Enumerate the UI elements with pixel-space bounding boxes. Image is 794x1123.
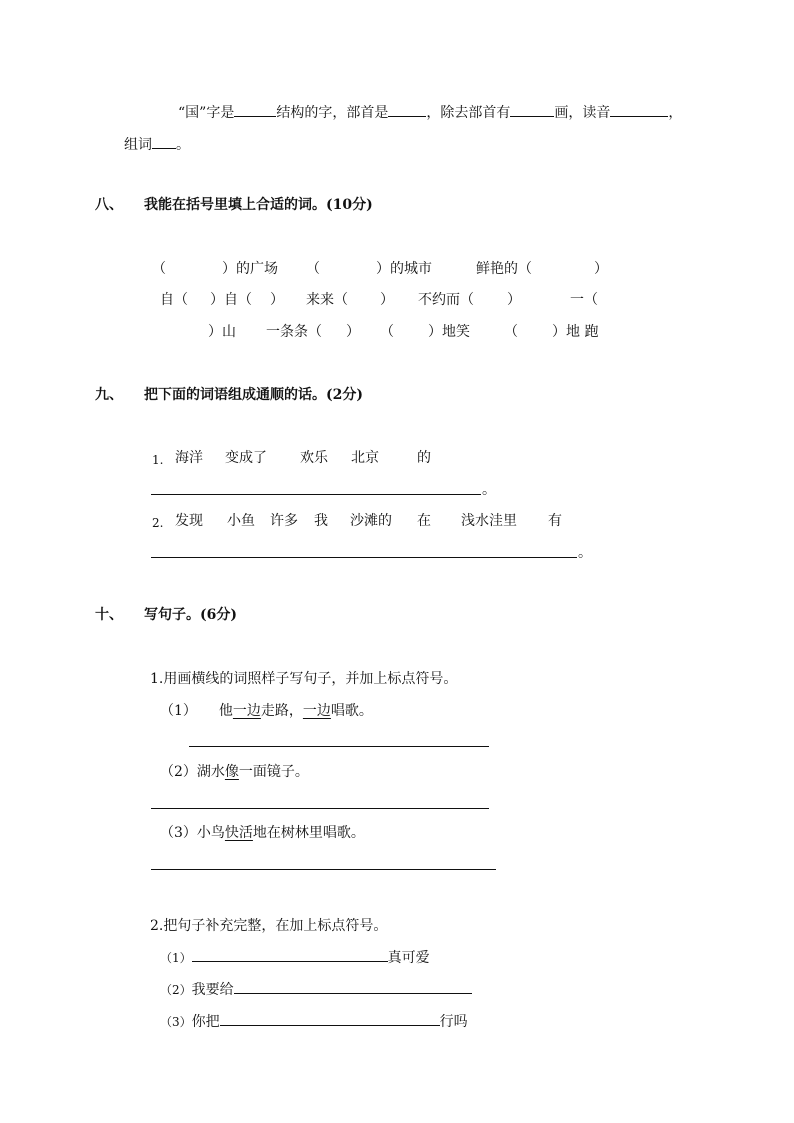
section-10-number: 十、 <box>95 607 123 623</box>
p1-item-1-pre: 他 <box>218 703 233 719</box>
q2-word-6: 在 <box>417 513 431 529</box>
q2-end-mark: 。 <box>578 545 592 561</box>
s8-r2-g: ） <box>507 292 521 308</box>
blank-strokes[interactable] <box>510 102 554 117</box>
p1-item-3-pre: 小鸟 <box>196 825 225 841</box>
section-9-number: 九、 <box>95 387 123 403</box>
q1-end-mark: 。 <box>482 482 496 498</box>
blank-word[interactable] <box>152 134 176 149</box>
section-10-title: 写句子。(6分) <box>144 607 237 623</box>
p2-item-1-post: 真可爱 <box>387 950 430 966</box>
s8-r1-f: ） <box>594 261 608 277</box>
p1-item-2-pre: 湖水 <box>196 764 225 780</box>
q2-number: 2. <box>152 516 164 530</box>
s8-r3-d: （ <box>380 324 394 340</box>
s8-r2-a: 自（ <box>160 292 188 308</box>
p1-item-1-underline-2: 一边 <box>302 703 331 719</box>
p1-item-1-post: 唱歌。 <box>330 703 373 719</box>
s8-r2-h: 一（ <box>570 292 598 308</box>
p1-item-1 <box>160 702 373 720</box>
s8-r2-c: ） <box>270 292 284 308</box>
p2-item-1-blank[interactable] <box>192 947 388 962</box>
intro-text-7: 。 <box>176 137 190 153</box>
p1-item-2-number: （2） <box>160 764 197 780</box>
intro-text-4: 画，读音 <box>554 105 611 121</box>
q1-word-2: 变成了 <box>225 450 267 466</box>
q1-word-3: 欢乐 <box>300 450 328 466</box>
p1-item-2 <box>160 763 309 781</box>
p1-item-3-number: （3） <box>160 825 197 841</box>
q1-answer-line[interactable] <box>151 494 481 495</box>
p2-item-3-post: 行吗 <box>439 1014 468 1030</box>
intro-line-2 <box>124 134 190 154</box>
p1-item-2-answer-line[interactable] <box>151 808 489 809</box>
s8-r2-e: ） <box>380 292 394 308</box>
q2-word-3: 许多 <box>270 513 298 529</box>
intro-text-6: 组词 <box>124 137 152 153</box>
p1-item-1-number: （1） <box>160 703 197 719</box>
q1-number: 1. <box>152 453 164 467</box>
s8-r1-e: 鲜艳的（ <box>476 261 532 277</box>
blank-pinyin[interactable] <box>610 102 668 117</box>
p2-item-2-number: （2） <box>160 983 192 997</box>
p2-item-2 <box>160 979 472 999</box>
p1-item-1-underline-1: 一边 <box>232 703 261 719</box>
q1-word-1: 海洋 <box>175 450 203 466</box>
p2-item-3-blank[interactable] <box>220 1011 440 1026</box>
p1-item-3 <box>160 824 365 842</box>
intro-text-1: “国”字是 <box>178 105 235 121</box>
s8-r3-a: ）山 <box>208 324 236 340</box>
p2-item-1-number: （1） <box>160 951 192 965</box>
blank-radical[interactable] <box>388 102 426 117</box>
s8-r1-a: （ <box>152 261 166 277</box>
p1-item-1-mid: 走路， <box>260 703 303 719</box>
q2-word-2: 小鱼 <box>227 513 255 529</box>
q2-word-1: 发现 <box>175 513 203 529</box>
p1-item-2-post: 一面镜子。 <box>238 764 309 780</box>
q2-word-4: 我 <box>314 513 328 529</box>
q2-word-5: 沙滩的 <box>350 513 392 529</box>
p1-item-1-answer-line[interactable] <box>189 746 489 747</box>
q1-word-4: 北京 <box>351 450 379 466</box>
s8-r3-e: ）地笑 <box>428 324 470 340</box>
intro-text-2: 结构的字，部首是 <box>276 105 389 121</box>
p1-item-2-underline: 像 <box>224 764 239 780</box>
q2-word-8: 有 <box>548 513 562 529</box>
q2-answer-line[interactable] <box>151 557 577 558</box>
section-8-title: 我能在括号里填上合适的词。(10分) <box>144 197 373 213</box>
p2-item-3 <box>160 1011 468 1031</box>
intro-line-1 <box>178 102 682 122</box>
s8-r1-b: ）的广场 <box>222 261 278 277</box>
s8-r2-d: 来来（ <box>306 292 348 308</box>
s8-r3-g: ）地 跑 <box>552 324 599 340</box>
p2-item-3-number: （3） <box>160 1015 192 1029</box>
p1-item-3-answer-line[interactable] <box>151 869 496 870</box>
s8-r3-b: 一条条（ <box>266 324 322 340</box>
p1-item-3-underline: 快活 <box>224 825 253 841</box>
q1-word-5: 的 <box>417 450 431 466</box>
intro-text-3: ，除去部首有 <box>426 105 511 121</box>
p2-item-2-blank[interactable] <box>234 979 472 994</box>
s8-r2-f: 不约而（ <box>418 292 474 308</box>
p1-item-3-post: 地在树林里唱歌。 <box>252 825 365 841</box>
part-2-instruction: 2.把句子补充完整，在加上标点符号。 <box>150 918 388 934</box>
s8-r3-f: （ <box>504 324 518 340</box>
p2-item-2-pre: 我要给 <box>191 982 234 998</box>
blank-structure[interactable] <box>234 102 276 117</box>
s8-r3-c: ） <box>346 324 360 340</box>
s8-r2-b: ）自（ <box>210 292 252 308</box>
s8-r1-d: ）的城市 <box>376 261 432 277</box>
part-1-instruction: 1.用画横线的词照样子写句子，并加上标点符号。 <box>150 671 458 687</box>
q2-word-7: 浅水洼里 <box>461 513 517 529</box>
section-8-number: 八、 <box>95 197 123 213</box>
p2-item-3-pre: 你把 <box>191 1014 220 1030</box>
section-9-title: 把下面的词语组成通顺的话。(2分) <box>144 387 363 403</box>
s8-r1-c: （ <box>306 261 320 277</box>
intro-text-5: ， <box>668 105 683 121</box>
p2-item-1 <box>160 947 430 967</box>
